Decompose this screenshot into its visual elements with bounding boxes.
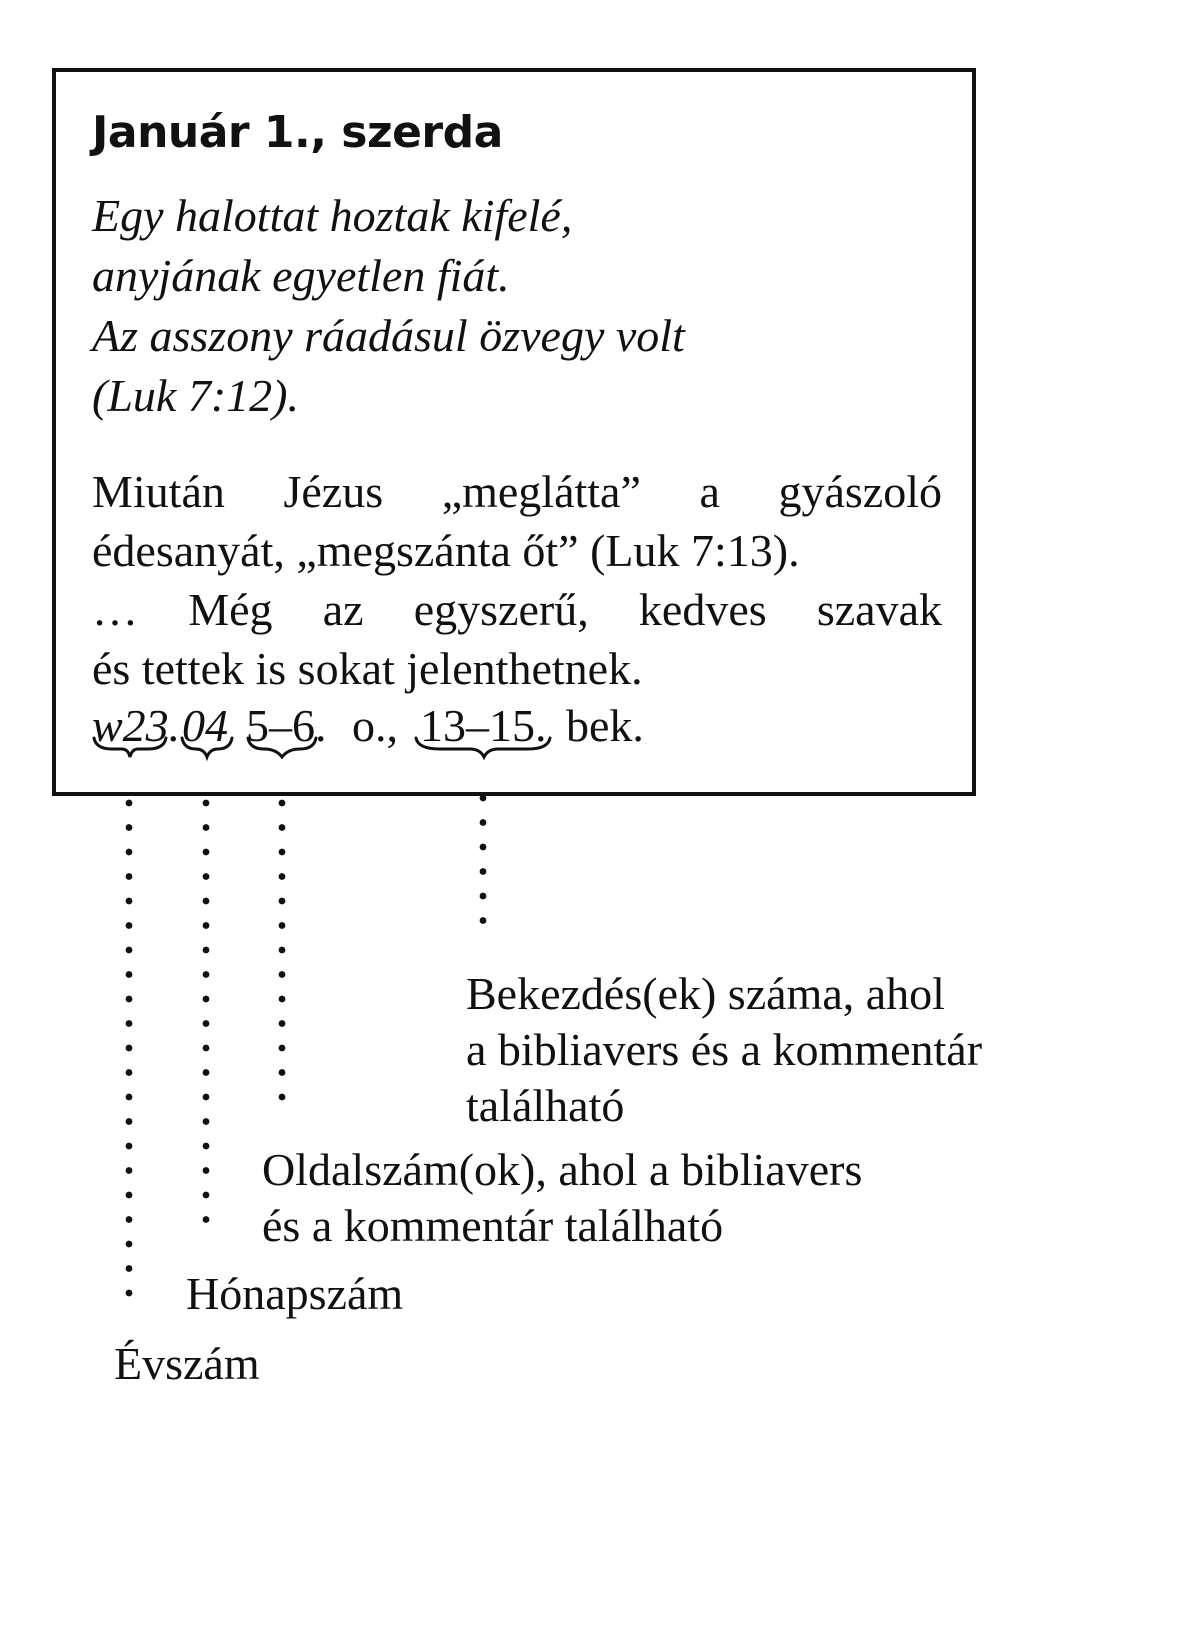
month-leader-dot — [203, 824, 210, 831]
month-leader-dot — [203, 873, 210, 880]
year-leader-dot — [126, 1192, 133, 1199]
pages-leader-dot — [279, 824, 286, 831]
label-line: a bibliavers és a kommentár — [466, 1024, 983, 1075]
pages-leader-dot — [279, 800, 286, 807]
pages-leader-dot — [279, 1045, 286, 1052]
label-line: Évszám — [114, 1338, 260, 1389]
reference-paragraphs: 13–15. — [420, 700, 547, 751]
pages-leader-dot — [279, 947, 286, 954]
pages-leader-dot — [279, 996, 286, 1003]
paragraphs-leader-dot — [480, 917, 487, 924]
paragraphs-leader-dot — [480, 819, 487, 826]
label-line: Bekezdés(ek) száma, ahol — [466, 968, 945, 1019]
label-month-number — [186, 1266, 403, 1322]
label-paragraph-number — [466, 966, 982, 1134]
verse-line: anyjának egyetlen fiát. — [92, 250, 510, 301]
verse-line: Egy halottat hoztak kifelé, — [92, 190, 573, 241]
comment-line: édesanyát, „megszánta őt” (Luk 7:13). — [92, 525, 800, 576]
pages-leader-dot — [279, 1020, 286, 1027]
year-leader-dot — [126, 873, 133, 880]
year-leader-dot — [126, 1290, 133, 1297]
month-leader-dot — [203, 849, 210, 856]
label-page-number — [262, 1142, 862, 1254]
reference-month-code: 04 — [182, 700, 228, 751]
paragraphs-leader-dot — [480, 795, 487, 802]
comment-line: … Még az egyszerű, kedves szavak — [92, 584, 942, 635]
month-leader-dot — [203, 898, 210, 905]
pages-leader-dot — [279, 1094, 286, 1101]
comment-line: Miután Jézus „meglátta” a gyászoló — [92, 466, 942, 517]
pages-leader-dot — [279, 873, 286, 880]
year-leader-dot — [126, 1045, 133, 1052]
month-leader-dot — [203, 1143, 210, 1150]
year-leader-dot — [126, 947, 133, 954]
year-leader-dot — [126, 824, 133, 831]
label-line: található — [466, 1080, 625, 1131]
pages-leader-dot — [279, 849, 286, 856]
verse-line: Az asszony ráadásul özvegy volt — [92, 310, 685, 361]
pages-leader-dot — [279, 898, 286, 905]
month-leader-dot — [203, 1192, 210, 1199]
year-leader-dot — [126, 1241, 133, 1248]
year-leader-dot — [126, 849, 133, 856]
month-leader-dot — [203, 971, 210, 978]
year-leader-dot — [126, 922, 133, 929]
reference-pages: 5–6. — [246, 700, 327, 751]
comment-line: és tettek is sokat jelenthetnek. — [92, 643, 643, 694]
paragraphs-leader-dot — [480, 893, 487, 900]
year-leader-dot — [126, 800, 133, 807]
year-leader-dot — [126, 1118, 133, 1125]
month-leader-dot — [203, 1069, 210, 1076]
year-leader-dot — [126, 1069, 133, 1076]
month-leader-dot — [203, 1020, 210, 1027]
year-leader-dot — [126, 1167, 133, 1174]
month-leader-dot — [203, 1045, 210, 1052]
label-line: és a kommentár található — [262, 1200, 724, 1251]
year-leader-dot — [126, 1020, 133, 1027]
reference-page-abbr: o., — [352, 700, 398, 751]
label-line: Hónapszám — [186, 1268, 404, 1319]
year-leader-dot — [126, 1143, 133, 1150]
label-year-number — [114, 1336, 260, 1392]
pages-leader-dot — [279, 922, 286, 929]
year-leader-dot — [126, 1094, 133, 1101]
month-leader-dot — [203, 1118, 210, 1125]
label-line: Oldalszám(ok), ahol a bibliavers — [262, 1144, 863, 1195]
month-leader-dot — [203, 996, 210, 1003]
year-leader-dot — [126, 1216, 133, 1223]
pages-leader-dot — [279, 1069, 286, 1076]
verse-line: (Luk 7:12). — [92, 370, 299, 421]
reference-year-code: w23. — [92, 700, 181, 751]
month-leader-dot — [203, 1167, 210, 1174]
paragraphs-leader-dot — [480, 868, 487, 875]
month-leader-dot — [203, 800, 210, 807]
year-leader-dot — [126, 996, 133, 1003]
month-leader-dot — [203, 922, 210, 929]
month-leader-dot — [203, 947, 210, 954]
reference-paragraph-abbr: bek. — [566, 700, 644, 751]
year-leader-dot — [126, 971, 133, 978]
pages-leader-dot — [279, 971, 286, 978]
month-leader-dot — [203, 1094, 210, 1101]
paragraphs-leader-dot — [480, 844, 487, 851]
month-leader-dot — [203, 1216, 210, 1223]
card-title: Január 1., szerda — [92, 107, 503, 158]
year-leader-dot — [126, 898, 133, 905]
year-leader-dot — [126, 1265, 133, 1272]
